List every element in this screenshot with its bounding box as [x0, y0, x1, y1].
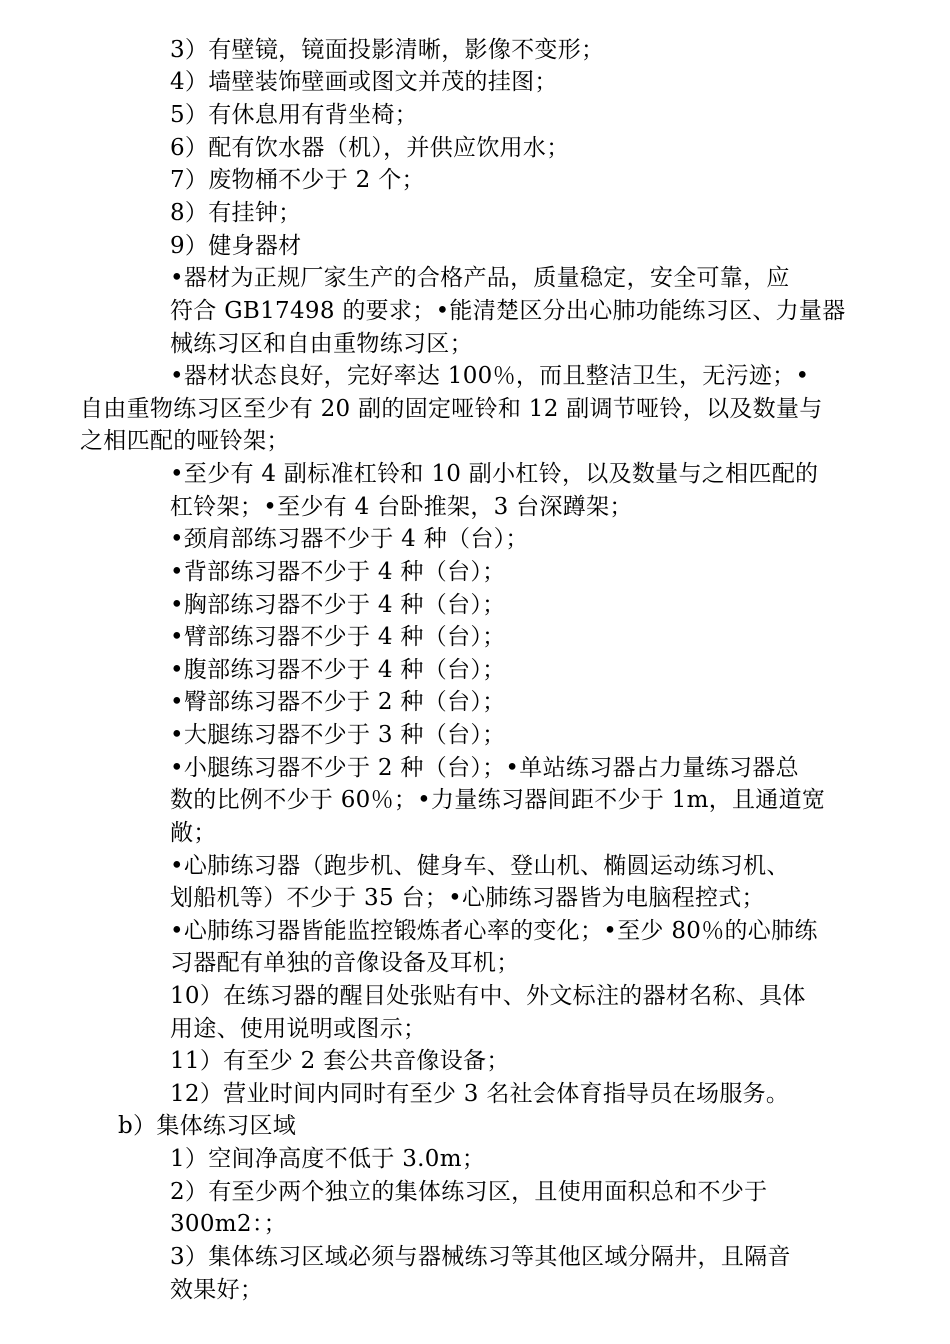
text-line: •器材状态良好，完好率达 100％，而且整洁卫生，无污迹；• [170, 363, 810, 389]
text-line: •大腿练习器不少于 3 种（台）； [170, 722, 506, 748]
text-line: 2）有至少两个独立的集体练习区，且使用面积总和不少于 [170, 1179, 768, 1205]
text-line: 10）在练习器的醒目处张贴有中、外文标注的器材名称、具体 [170, 983, 806, 1009]
text-line: 300m2：； [170, 1211, 287, 1237]
text-line: 效果好； [170, 1277, 264, 1303]
text-line: •小腿练习器不少于 2 种（台）；•单站练习器占力量练习器总 [170, 755, 799, 781]
text-line: 4）墙壁装饰壁画或图文并茂的挂图； [170, 69, 558, 95]
text-line: 用途、使用说明或图示； [170, 1016, 427, 1042]
text-line: 之相匹配的哑铃架； [80, 428, 290, 454]
text-line: •臀部练习器不少于 2 种（台）； [170, 689, 506, 715]
text-line: •器材为正规厂家生产的合格产品，质量稳定，安全可靠，应 [170, 265, 790, 291]
text-line: •颈肩部练习器不少于 4 种（台）； [170, 526, 529, 552]
text-line: •臂部练习器不少于 4 种（台）； [170, 624, 506, 650]
text-line: •背部练习器不少于 4 种（台）； [170, 559, 506, 585]
text-line: 敞； [170, 820, 217, 846]
text-line: •至少有 4 副标准杠铃和 10 副小杠铃，以及数量与之相匹配的 [170, 461, 819, 487]
text-line: 6）配有饮水器（机），并供应饮用水； [170, 135, 570, 161]
text-line: •心肺练习器皆能监控锻炼者心率的变化；•至少 80％的心肺练 [170, 918, 818, 944]
text-line: 自由重物练习区至少有 20 副的固定哑铃和 12 副调节哑铃，以及数量与 [80, 396, 823, 422]
text-line: 11）有至少 2 套公共音像设备； [170, 1048, 510, 1074]
text-line: 5）有休息用有背坐椅； [170, 102, 418, 128]
text-line: 7）废物桶不少于 2 个； [170, 167, 425, 193]
text-line: 3）有壁镜，镜面投影清晰，影像不变形； [170, 37, 605, 63]
text-line: •腹部练习器不少于 4 种（台）； [170, 657, 506, 683]
text-line: 1）空间净高度不低于 3.0m； [170, 1146, 486, 1172]
text-line: •胸部练习器不少于 4 种（台）； [170, 592, 506, 618]
text-line: 械练习区和自由重物练习区； [170, 331, 473, 357]
text-line: 12）营业时间内同时有至少 3 名社会体育指导员在场服务。 [170, 1081, 790, 1107]
text-line: 9）健身器材 [170, 233, 302, 259]
text-line: 8）有挂钟； [170, 200, 302, 226]
text-line: 3）集体练习区域必须与器械练习等其他区域分隔井，且隔音 [170, 1244, 791, 1270]
text-line: 习器配有单独的音像设备及耳机； [170, 950, 520, 976]
text-line: •心肺练习器（跑步机、健身车、登山机、椭圆运动练习机、 [170, 853, 790, 879]
text-line: 数的比例不少于 60％；•力量练习器间距不少于 1m，且通道宽 [170, 787, 826, 813]
text-line: 符合 GB17498 的要求；•能清楚区分出心肺功能练习区、力量器 [170, 298, 846, 324]
text-line: 划船机等）不少于 35 台；•心肺练习器皆为电脑程控式； [170, 885, 765, 911]
section-heading: b）集体练习区域 [118, 1113, 297, 1139]
text-line: 杠铃架；•至少有 4 台卧推架，3 台深蹲架； [170, 494, 633, 520]
